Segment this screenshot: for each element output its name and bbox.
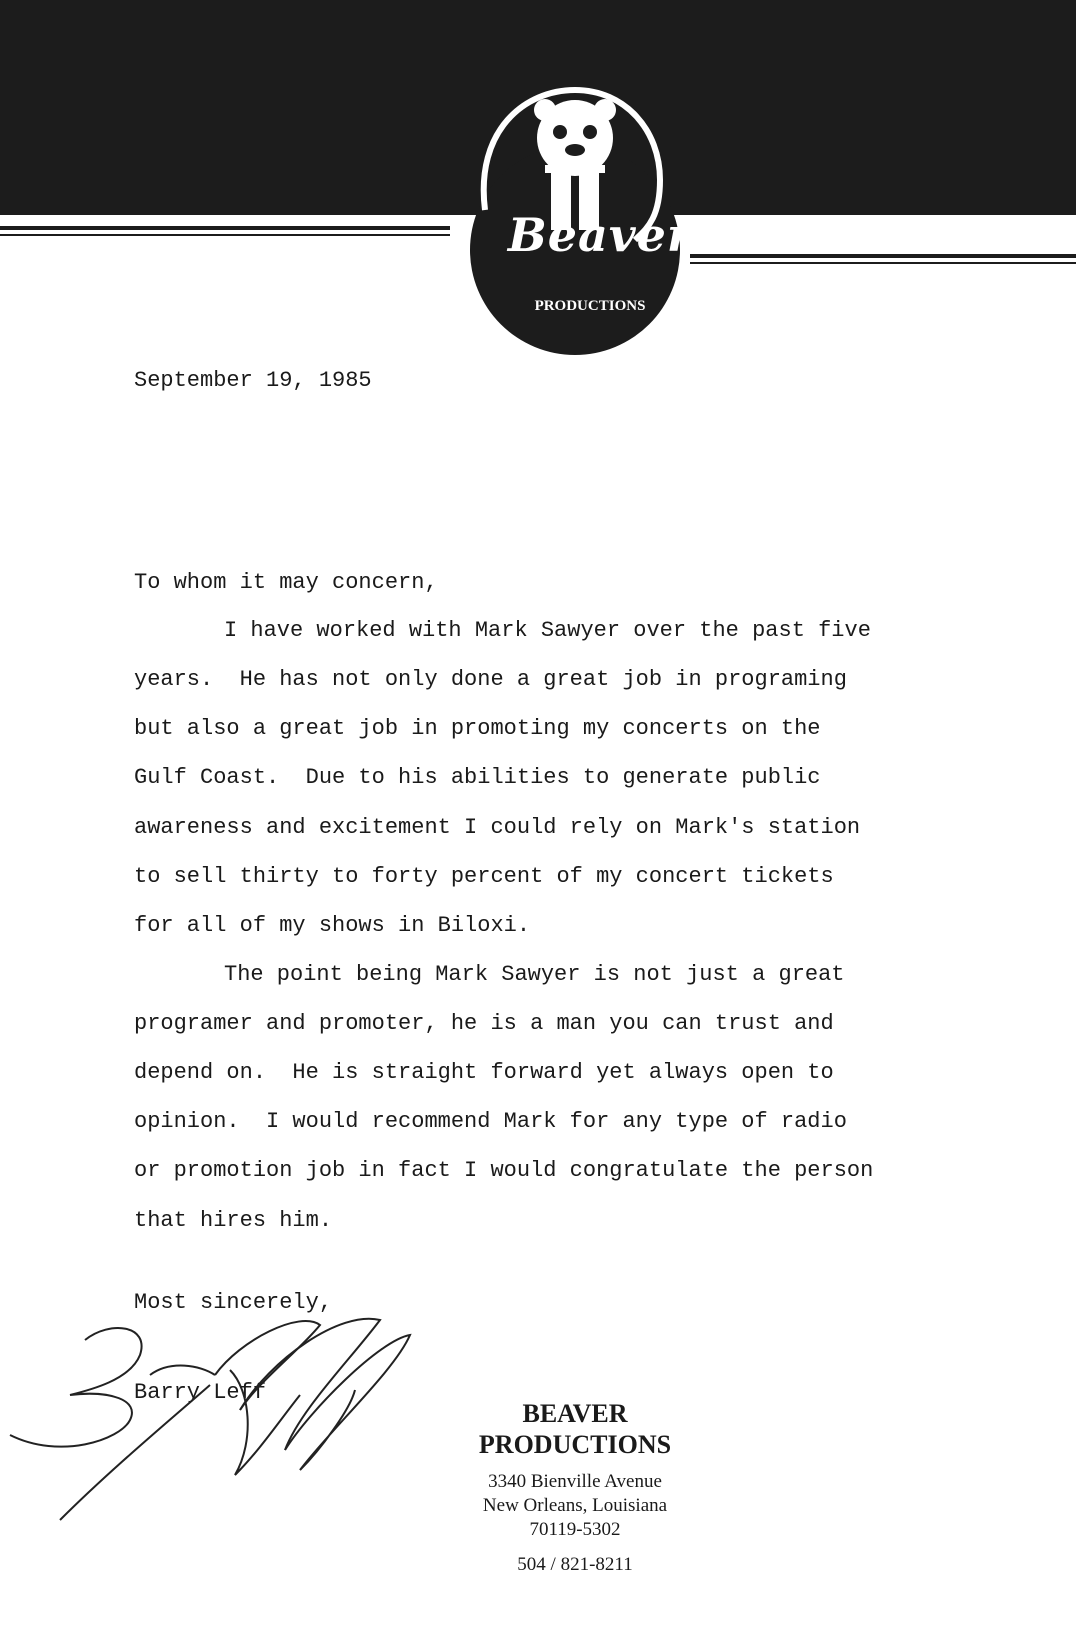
letter-line: The point being Mark Sawyer is not just a great (224, 962, 845, 987)
letter-closing: Most sincerely, (134, 1290, 333, 1315)
letter-line: opinion. I would recommend Mark for any type of radio (134, 1109, 847, 1134)
footer-address-block (440, 1398, 710, 1576)
footer-company-line2: PRODUCTIONS (478, 1430, 672, 1459)
letter-line: I have worked with Mark Sawyer over the past five (224, 618, 871, 643)
letter-line: or promotion job in fact I would congratulate the person (134, 1158, 874, 1183)
signature-icon (0, 1300, 460, 1530)
footer-zip: 70119-5302 (529, 1519, 621, 1540)
letter-line: depend on. He is straight forward yet always open to (134, 1060, 834, 1085)
letterhead-rule-right (690, 254, 1076, 258)
letter-line: for all of my shows in Biloxi. (134, 913, 531, 938)
letter-line: that hires him. (134, 1208, 333, 1233)
letterhead-rule-left (0, 226, 450, 230)
letterhead-rule-left-thin (0, 234, 450, 236)
letter-line: programer and promoter, he is a man you can trust and (134, 1011, 834, 1036)
letterhead-rule-right-thin (690, 262, 1076, 264)
letter-line: to sell thirty to forty percent of my concert tickets (134, 864, 834, 889)
brand-subtitle: PRODUCTIONS (534, 298, 646, 314)
letter-line: years. He has not only done a great job in programing (134, 667, 847, 692)
letter-line: but also a great job in promoting my concerts on the (134, 716, 821, 741)
footer-city: New Orleans, Louisiana (482, 1495, 668, 1516)
letter-line: awareness and excitement I could rely on Mark's station (134, 815, 861, 840)
letter-salutation: To whom it may concern, (134, 570, 438, 595)
footer-phone: 504 / 821-8211 (517, 1554, 633, 1575)
letter-line: Gulf Coast. Due to his abilities to generate public (134, 765, 821, 790)
letter-signer: Barry Leff (134, 1380, 267, 1405)
brand-wordmark: Beaver (507, 208, 693, 262)
letter-date: September 19, 1985 (134, 368, 372, 393)
footer-company-line1: BEAVER (522, 1399, 628, 1428)
footer-street: 3340 Bienville Avenue (488, 1471, 662, 1492)
